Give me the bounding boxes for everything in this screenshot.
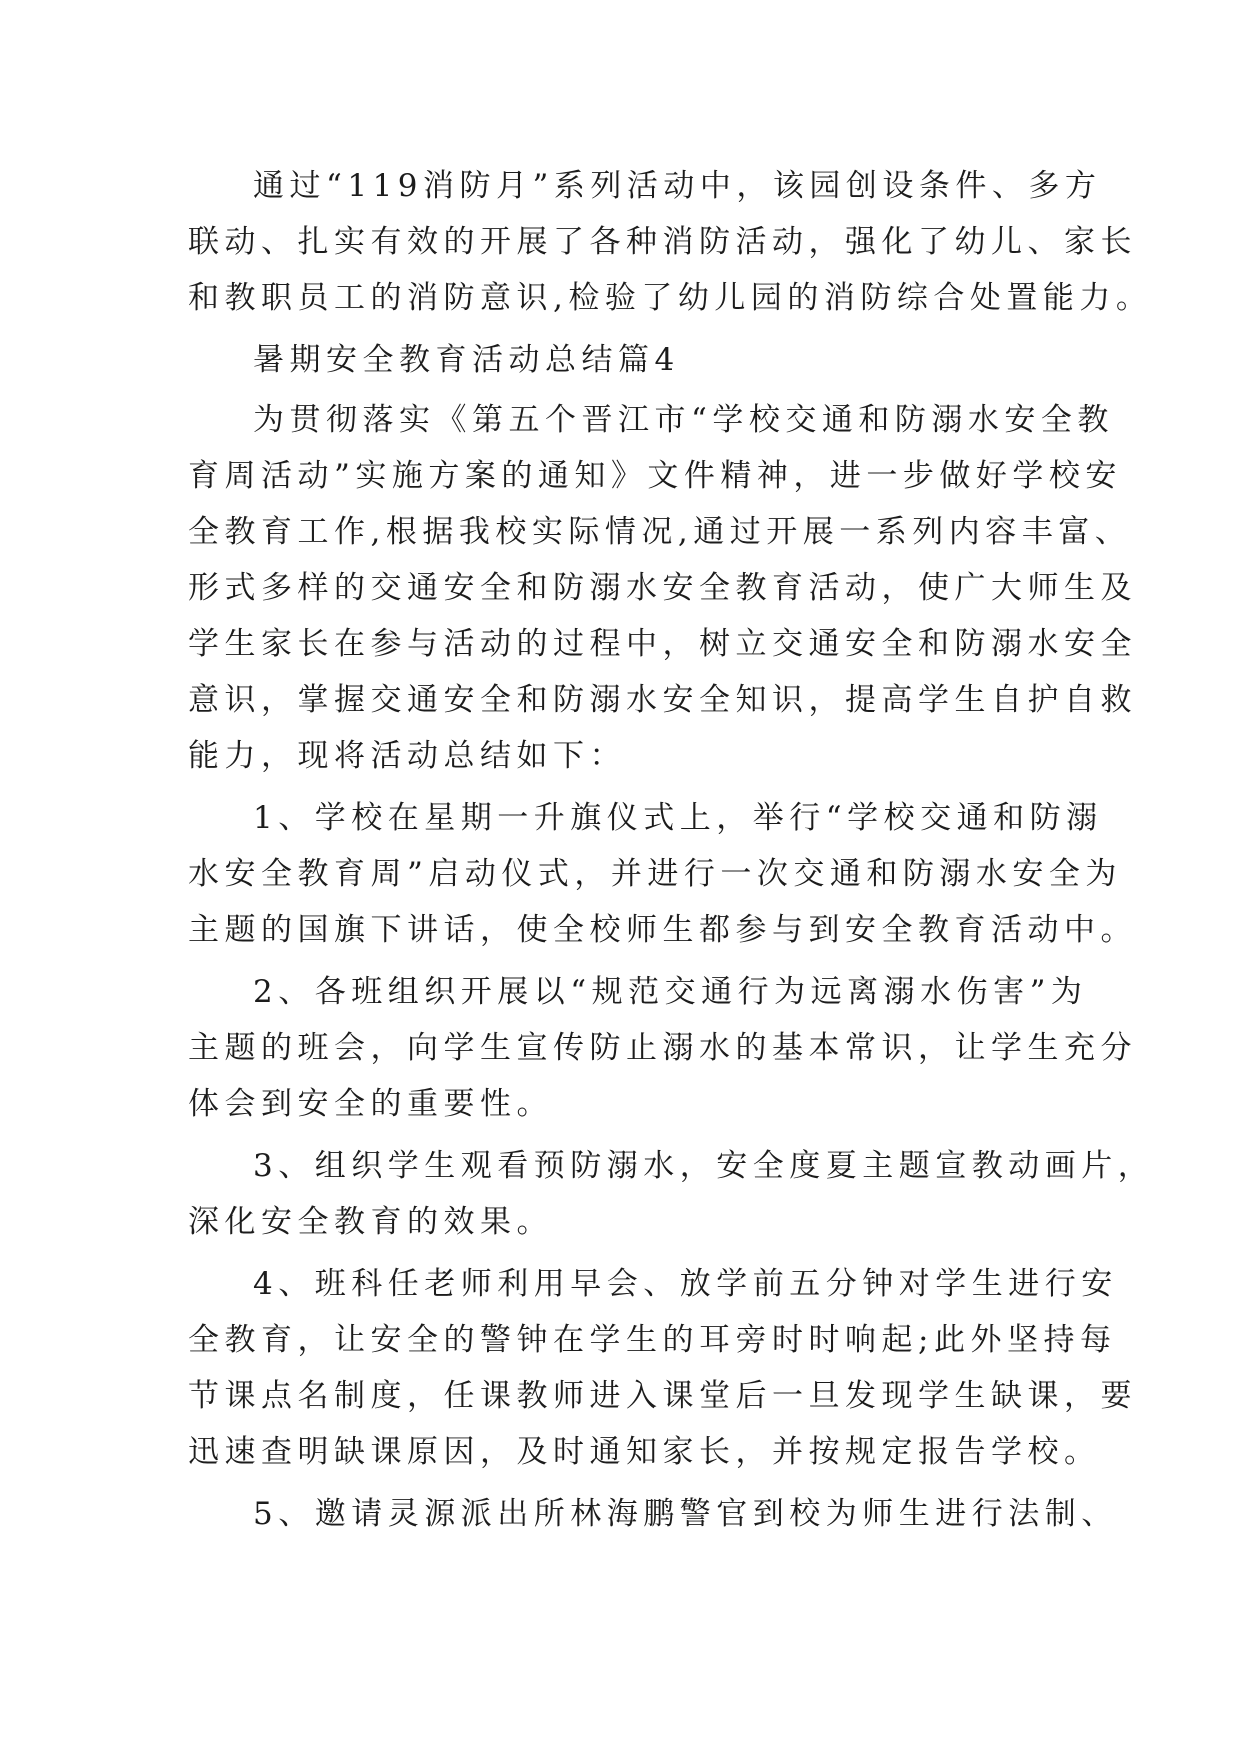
text-line: 体会到安全的重要性。 <box>188 1086 553 1122</box>
text-line: 和教职员工的消防意识,检验了幼儿园的消防综合处置能力。 <box>188 280 1153 316</box>
text-line: 形式多样的交通安全和防溺水安全教育活动，使广大师生及 <box>188 570 1137 606</box>
text-line: 深化安全教育的效果。 <box>188 1204 553 1240</box>
section-heading: 暑期安全教育活动总结篇4 <box>253 342 680 378</box>
text-line: 水安全教育周”启动仪式，并进行一次交通和防溺水安全为 <box>188 856 1122 892</box>
list-item: 3、组织学生观看预防溺水，安全度夏主题宣教动画片， <box>253 1148 1155 1184</box>
text-line: 联动、扎实有效的开展了各种消防活动，强化了幼儿、家长 <box>188 224 1137 260</box>
text-line: 意识，掌握交通安全和防溺水安全知识，提高学生自护自救 <box>188 682 1137 718</box>
text-line: 学生家长在参与活动的过程中，树立交通安全和防溺水安全 <box>188 626 1137 662</box>
text-line: 全教育，让安全的警钟在学生的耳旁时时响起;此外坚持每 <box>188 1322 1117 1358</box>
text-line: 主题的国旗下讲话，使全校师生都参与到安全教育活动中。 <box>188 912 1137 948</box>
list-item: 4、班科任老师利用早会、放学前五分钟对学生进行安 <box>253 1266 1118 1302</box>
text-line: 为贯彻落实《第五个晋江市“学校交通和防溺水安全教 <box>253 402 1114 438</box>
text-line: 主题的班会，向学生宣传防止溺水的基本常识，让学生充分 <box>188 1030 1137 1066</box>
list-item: 5、邀请灵源派出所林海鹏警官到校为师生进行法制、 <box>253 1496 1118 1532</box>
text-line: 能力，现将活动总结如下： <box>188 738 626 774</box>
text-line: 育周活动”实施方案的通知》文件精神，进一步做好学校安 <box>188 458 1122 494</box>
text-line: 通过“119消防月”系列活动中，该园创设条件、多方 <box>253 168 1102 204</box>
list-item: 1、学校在星期一升旗仪式上，举行“学校交通和防溺 <box>253 800 1103 836</box>
text-line: 全教育工作,根据我校实际情况,通过开展一系列内容丰富、 <box>188 514 1132 550</box>
list-item: 2、各班组织开展以“规范交通行为远离溺水伤害”为 <box>253 974 1088 1010</box>
text-line: 迅速查明缺课原因，及时通知家长，并按规定报告学校。 <box>188 1434 1101 1470</box>
text-line: 节课点名制度，任课教师进入课堂后一旦发现学生缺课，要 <box>188 1378 1137 1414</box>
